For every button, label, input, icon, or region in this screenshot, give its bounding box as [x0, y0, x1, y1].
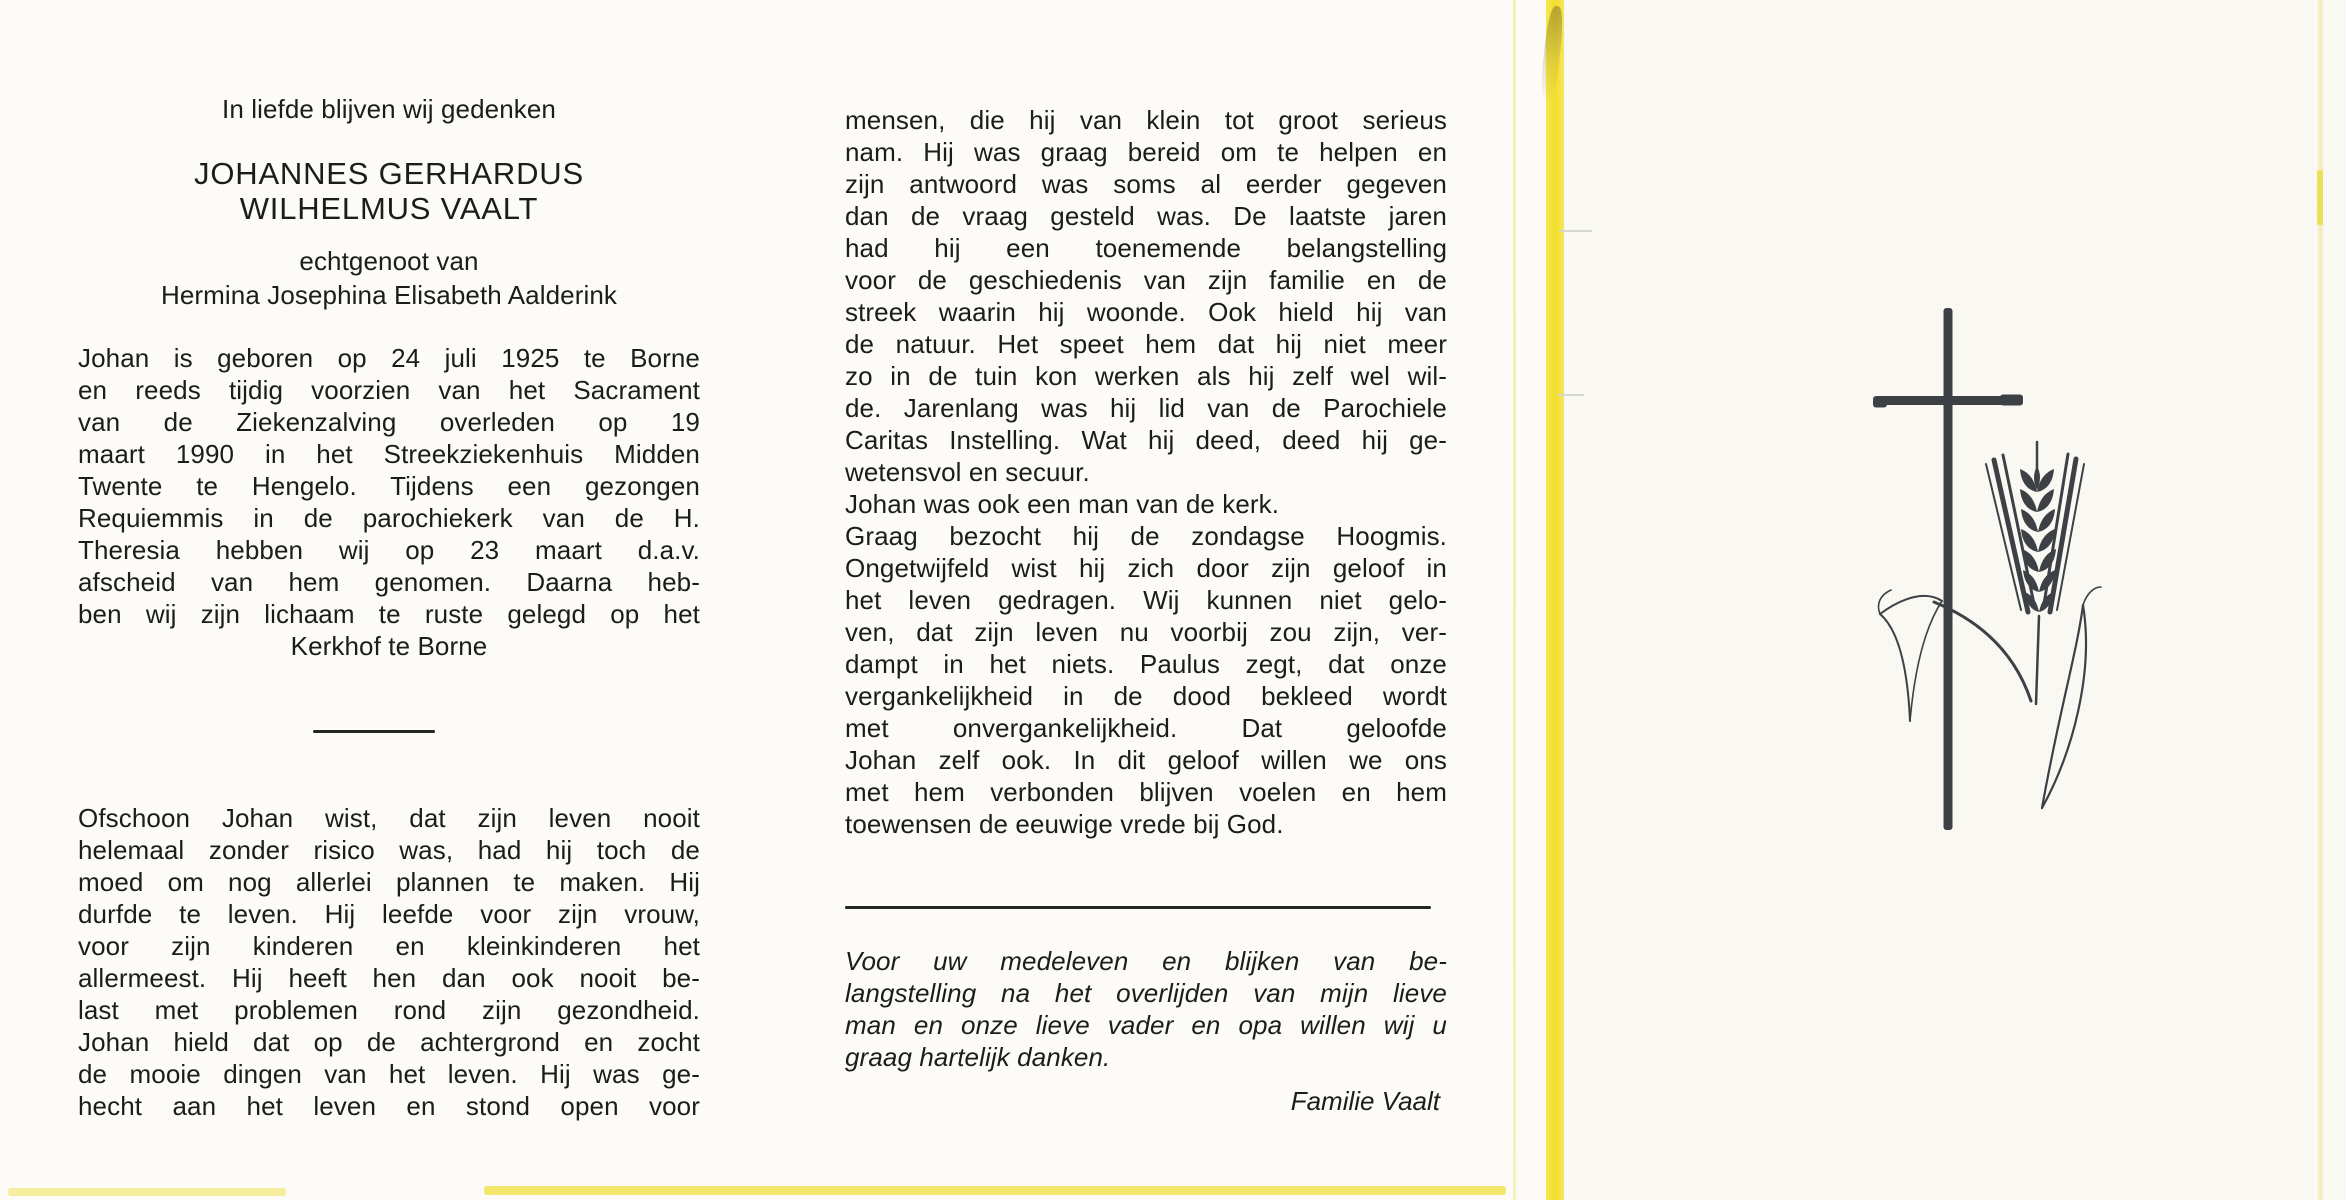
text-line: allermeest. Hij heeft hen dan ook nooit be-: [78, 963, 700, 993]
leaf-left-icon: [1878, 590, 1942, 721]
text-line: vergankelijkheid in de dood bekleed wordt: [845, 681, 1447, 711]
acknowledgement-paragraph: [845, 945, 1447, 1073]
text-line: Kerkhof te Borne: [290, 631, 488, 661]
fold-line: [1513, 0, 1516, 1200]
deceased-name-line1: JOHANNES GERHARDUS: [194, 156, 584, 191]
text-line: dampt in het niets. Paulus zegt, dat onze: [845, 649, 1447, 679]
family-signature: Familie Vaalt: [1290, 1086, 1440, 1116]
text-line: helemaal zonder risico was, had hij toch de: [78, 835, 700, 865]
text-line: Johan is geboren op 24 juli 1925 te Borne: [78, 343, 700, 373]
bottom-yellow-strip-right: [484, 1186, 1506, 1195]
text-line: afscheid van hem genomen. Daarna heb-: [78, 567, 700, 597]
text-line: Ofschoon Johan wist, dat zijn leven nooit: [78, 803, 700, 833]
right-edge-yellow-bright: [2317, 170, 2323, 225]
text-line: en reeds tijdig voorzien van het Sacrament: [78, 375, 700, 405]
text-line: de mooie dingen van het leven. Hij was ge-: [78, 1059, 700, 1089]
text-line: ven, dat zijn leven nu voorbij zou zijn, ver-: [845, 617, 1447, 647]
text-line: mensen, die hij van klein tot groot serieus: [845, 105, 1447, 135]
scan-scratch: [1560, 230, 1592, 232]
text-line: man en onze lieve vader en opa willen wij u: [845, 1010, 1447, 1040]
text-line: van de Ziekenzalving overleden op 19: [78, 407, 700, 437]
long-divider-rule: [845, 906, 1431, 909]
text-line: wetensvol en secuur.: [845, 457, 1090, 487]
wheat-ear-icon: [1986, 442, 2084, 704]
text-line: durfde te leven. Hij leefde voor zijn vrouw,: [78, 899, 700, 929]
text-line: Requiemmis in de parochiekerk van de H.: [78, 503, 700, 533]
spouse-name: Hermina Josephina Elisabeth Aalderink: [160, 280, 618, 310]
text-line: Caritas Instelling. Wat hij deed, deed hij ge-: [845, 425, 1447, 455]
text-line: Johan was ook een man van de kerk.: [845, 489, 1280, 519]
text-line: langstelling na het overlijden van mijn lieve: [845, 978, 1447, 1008]
scan-scratch: [1558, 394, 1584, 396]
text-line: met hem verbonden blijven voelen en hem: [845, 777, 1447, 807]
relation-line: echtgenoot van: [299, 246, 479, 276]
short-divider-rule: [313, 730, 435, 733]
text-line: Voor uw medeleven en blijken van be-: [845, 946, 1447, 976]
text-line: Twente te Hengelo. Tijdens een gezongen: [78, 471, 700, 501]
text-line: de natuur. Het speet hem dat hij niet meer: [845, 329, 1447, 359]
cross-and-wheat-illustration: [1830, 280, 2190, 840]
yellow-edge-strip: [1546, 0, 1564, 1200]
text-line: hecht aan het leven en stond open voor: [78, 1091, 700, 1121]
text-line: zo in de tuin kon werken als hij zelf wel wil-: [845, 361, 1447, 391]
text-line: Johan zelf ook. In dit geloof willen we ons: [845, 745, 1447, 775]
intro-line: In liefde blijven wij gedenken: [222, 94, 556, 124]
text-line: last met problemen rond zijn gezondheid.: [78, 995, 700, 1025]
text-line: Theresia hebben wij op 23 maart d.a.v.: [78, 535, 700, 565]
biography-paragraph-3: [845, 104, 1447, 840]
text-line: had hij een toenemende belangstelling: [845, 233, 1447, 263]
text-line: toewensen de eeuwige vrede bij God.: [845, 809, 1284, 839]
text-line: dan de vraag gesteld was. De laatste jaren: [845, 201, 1447, 231]
text-line: Johan hield dat op de achtergrond en zocht: [78, 1027, 700, 1057]
text-line: maart 1990 in het Streekziekenhuis Midden: [78, 439, 700, 469]
text-line: nam. Hij was graag bereid om te helpen en: [845, 137, 1447, 167]
text-line: moed om nog allerlei plannen te maken. Hij: [78, 867, 700, 897]
biography-paragraph-1: [78, 342, 700, 662]
cross-icon: [1873, 308, 2023, 830]
biography-paragraph-2: [78, 802, 700, 1122]
text-line: Ongetwijfeld wist hij zich door zijn geloof in: [845, 553, 1447, 583]
text-line: graag hartelijk danken.: [845, 1042, 1111, 1072]
text-line: het leven gedragen. Wij kunnen niet gelo-: [845, 585, 1447, 615]
text-line: streek waarin hij woonde. Ook hield hij van: [845, 297, 1447, 327]
text-line: voor de geschiedenis van zijn familie en de: [845, 265, 1447, 295]
text-line: de. Jarenlang was hij lid van de Parochiele: [845, 393, 1447, 423]
deceased-name-line2: WILHELMUS VAALT: [239, 191, 539, 226]
bottom-yellow-strip-left: [8, 1188, 286, 1196]
text-line: zijn antwoord was soms al eerder gegeven: [845, 169, 1447, 199]
text-line: met onvergankelijkheid. Dat geloofde: [845, 713, 1447, 743]
text-line: Graag bezocht hij de zondagse Hoogmis.: [845, 521, 1447, 551]
text-line: ben wij zijn lichaam te ruste gelegd op het: [78, 599, 700, 629]
deceased-name: [78, 156, 700, 226]
leaf-right-icon: [2042, 587, 2101, 808]
text-line: voor zijn kinderen en kleinkinderen het: [78, 931, 700, 961]
